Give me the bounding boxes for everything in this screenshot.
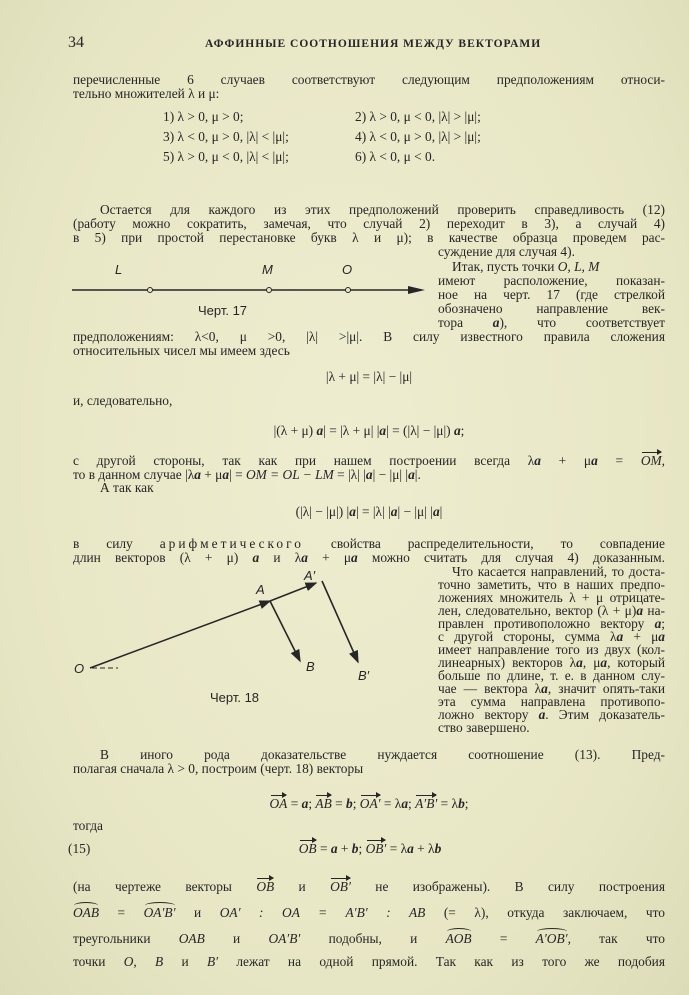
text-segment: свойства распределительности, то совпадение	[303, 536, 665, 551]
text-segment: (на чертеже векторы	[73, 879, 257, 894]
text-segment: правлен противоположно вектору	[438, 616, 655, 631]
text-segment: =	[471, 931, 536, 946]
vector-symbol: a	[654, 616, 662, 631]
paragraph-line: в 5) при простой перестановке букв λ и μ); в качестве образца проведем рас-	[73, 230, 665, 245]
text-segment: чае — вектора λ	[438, 681, 542, 696]
text-segment: = λ	[386, 841, 408, 856]
vector-notation: OB′	[365, 841, 387, 856]
vector-symbol: a	[432, 504, 440, 519]
vector-symbol: a	[636, 603, 644, 618]
figure-17-caption: Черт. 17	[198, 303, 248, 318]
text-segment: (|λ| − |μ|) |	[295, 504, 350, 519]
paragraph-line	[73, 955, 665, 969]
text-segment: и	[274, 879, 331, 894]
paragraph-line: имеет направление того из двух (кол-	[438, 642, 665, 657]
text-segment: | − |μ| |	[372, 467, 409, 482]
label-B: B	[306, 659, 315, 674]
vector-symbol: a	[316, 423, 324, 438]
math-italic: O, B	[123, 954, 164, 969]
label-O: O	[342, 262, 353, 277]
text-segment: + μ	[540, 453, 592, 468]
paragraph-line: ство завершено.	[438, 720, 530, 735]
point-O	[346, 288, 351, 293]
vector-symbol: a	[351, 550, 358, 565]
vector-notation: A′B′	[415, 796, 438, 811]
vector-symbol: a	[453, 423, 461, 438]
paragraph-line	[73, 551, 665, 565]
math-italic: OAB	[178, 931, 205, 946]
angle-notation: A′OB′	[535, 931, 568, 946]
text-segment: ложно вектору	[438, 707, 539, 722]
math-italic: OM = OL − LM	[245, 467, 334, 482]
label-M: M	[262, 262, 273, 277]
angle-notation: OA′B′	[143, 905, 176, 920]
vector-symbol: b	[346, 796, 353, 811]
paragraph-line: эта сумма направлена противопо-	[438, 694, 665, 709]
paragraph-line: перечисленные 6 случаев соответствуют следующим предположениям относи-	[73, 72, 665, 87]
vector-notation: OA′	[359, 796, 381, 811]
paragraph-line: предположениям: λ<0, μ >0, |λ| >|μ|. В силу известного правила сложения	[73, 329, 665, 344]
paragraph-line: А так как	[100, 480, 154, 495]
angle-notation: AOB	[445, 931, 472, 946]
paragraph-line: ное на черт. 17 (где стрелкой	[438, 287, 665, 302]
text-segment: треугольники	[73, 931, 179, 946]
text-segment: на-	[643, 603, 665, 618]
text-segment: , так что	[567, 931, 665, 946]
paragraph-line: тогда	[73, 818, 103, 833]
text-segment: лен, следовательно, вектор (λ + μ)	[438, 603, 637, 618]
text-segment: + μ	[200, 467, 223, 482]
vector-symbol: a	[365, 467, 373, 482]
text-segment: =	[331, 796, 346, 811]
text-segment: | − |μ| |	[397, 504, 433, 519]
vector-symbol: b	[351, 841, 359, 856]
formula: |λ + μ| = |λ| − |μ|	[325, 369, 413, 384]
text-segment: | =	[229, 467, 246, 482]
paragraph-line: полагая сначала λ > 0, построим (черт. 18) векторы	[73, 761, 364, 776]
text-segment: ;	[460, 423, 465, 438]
text-segment: , который	[607, 655, 665, 670]
vector-notation: OB′	[330, 879, 351, 894]
vector-symbol: a	[252, 550, 260, 565]
vector-symbol: a	[390, 504, 398, 519]
figure-18	[60, 570, 380, 685]
formula	[73, 797, 665, 811]
paragraph-line	[438, 316, 665, 330]
vector-symbol: a	[541, 681, 548, 696]
text-segment: то в данном случае |λ	[73, 467, 195, 482]
text-segment: ;	[408, 796, 416, 811]
vector-symbol: a	[538, 707, 546, 722]
paragraph-line: и, следовательно,	[73, 393, 173, 408]
vector-AB	[270, 601, 300, 661]
vector-symbol: a	[222, 467, 230, 482]
text-segment: подобны, и	[300, 931, 446, 946]
paragraph-line: ложениях множитель λ + μ отрицате-	[438, 590, 665, 605]
text-segment: =	[287, 796, 302, 811]
vector-A-prime-B-prime	[322, 581, 358, 662]
vector-notation: OB	[256, 879, 275, 894]
text-segment: с другой стороны, так как при нашем построении всегда λ	[73, 453, 535, 468]
text-segment: + λ	[413, 841, 435, 856]
text-segment: Итак, пусть точки	[452, 259, 558, 274]
text-segment: тора	[438, 315, 493, 330]
text-segment: = λ	[380, 796, 402, 811]
vector-AA-prime	[270, 583, 316, 601]
text-segment: , μ	[582, 655, 601, 670]
case-6: 6) λ < 0, μ < 0.	[355, 149, 436, 164]
paragraph-line	[73, 906, 665, 920]
text-segment: (= λ), откуда заключаем, что	[425, 905, 666, 920]
text-segment: и	[175, 905, 220, 920]
text-segment: и	[163, 954, 207, 969]
vector-notation: OM	[640, 453, 662, 468]
paragraph-line	[73, 454, 665, 468]
paragraph-line: (работу можно сократить, замечая, что случай 2) переходит в 3), а случай 4)	[73, 216, 665, 231]
vector-symbol: a	[330, 841, 338, 856]
text-segment: =	[316, 841, 331, 856]
text-segment: можно считать для случая 4) доказанным.	[357, 550, 665, 565]
vector-symbol: a	[301, 796, 309, 811]
vector-OA	[90, 601, 270, 668]
text-segment: + μ	[307, 550, 352, 565]
case-2: 2) λ > 0, μ < 0, |λ| > |μ|;	[355, 109, 481, 124]
vector-symbol: a	[600, 655, 608, 670]
vector-notation: OB	[298, 841, 317, 856]
vector-symbol: a	[591, 453, 598, 468]
text-segment: | = (|λ| − |μ|)	[386, 423, 454, 438]
text-segment: лежат на одной прямой. Так как из того же подобия	[218, 954, 665, 969]
paragraph-line: имеют расположение, показан-	[438, 273, 665, 288]
vector-symbol: a	[492, 315, 500, 330]
text-segment: | = |λ + μ| |	[323, 423, 380, 438]
point-L	[148, 288, 153, 293]
text-segment: ;	[661, 616, 665, 631]
arrowhead-icon	[408, 286, 425, 294]
case-5: 5) λ > 0, μ < 0, |λ| < |μ|;	[163, 149, 289, 164]
text-segment: . Этим доказатель-	[545, 707, 665, 722]
case-4: 4) λ < 0, μ > 0, |λ| > |μ|;	[355, 129, 481, 144]
vector-symbol: a	[349, 504, 356, 519]
text-segment: +	[337, 841, 352, 856]
text-segment: в силу	[73, 536, 160, 551]
spaced-text: арифметического	[159, 536, 304, 551]
text-segment: и λ	[259, 550, 302, 565]
text-segment: , значит опять-таки	[547, 681, 665, 696]
paragraph-line: Остается для каждого из этих предположений проверить справедливость (12)	[100, 202, 665, 217]
text-segment: не изображены). В силу построения	[350, 879, 665, 894]
figure-18-caption: Черт. 18	[210, 690, 260, 705]
text-segment: = λ	[437, 796, 459, 811]
paragraph-line: больше по длине, т. е. в данном слу-	[438, 668, 665, 683]
text-segment: ;	[352, 796, 360, 811]
text-segment: |	[439, 504, 443, 519]
paragraph-line: тельно множителей λ и μ:	[73, 86, 220, 101]
paragraph-line: обозначено направление век-	[438, 301, 665, 316]
text-segment: = |λ| |	[333, 467, 366, 482]
formula	[140, 842, 600, 856]
vector-symbol: b	[434, 841, 442, 856]
text-segment: длин векторов (λ + μ)	[73, 550, 253, 565]
paragraph-line: точно заметить, что в наших предпо-	[438, 577, 665, 592]
point-M	[267, 288, 272, 293]
text-segment: =	[99, 905, 144, 920]
paragraph-line	[452, 260, 599, 274]
equation-number: (15)	[68, 841, 91, 856]
figure-17	[70, 260, 428, 300]
vector-symbol: a	[379, 423, 387, 438]
math-italic: OA′B′	[268, 931, 301, 946]
math-italic: O, L, M	[557, 259, 600, 274]
text-segment: ,	[661, 453, 665, 468]
label-L: L	[115, 262, 123, 277]
vector-notation: AB	[315, 796, 332, 811]
formula	[73, 424, 665, 438]
text-segment: с другой стороны, сумма λ	[438, 629, 617, 644]
paragraph-line: В иного рода доказательстве нуждается соотношение (13). Пред-	[100, 747, 665, 762]
vector-symbol: a	[658, 629, 665, 644]
vector-symbol: a	[194, 467, 201, 482]
vector-notation: OA	[269, 796, 288, 811]
text-segment: точки	[73, 954, 124, 969]
label-A: A	[256, 582, 265, 597]
formula	[73, 505, 665, 519]
angle-notation: OAB	[73, 905, 100, 920]
label-O: O	[74, 661, 85, 676]
paragraph-line: суждение для случая 4).	[438, 244, 575, 259]
text-segment: + μ	[623, 629, 659, 644]
vector-symbol: a	[576, 655, 583, 670]
vector-symbol: a	[616, 629, 624, 644]
paragraph-line	[73, 537, 665, 551]
vector-symbol: a	[407, 841, 414, 856]
text-segment: ;	[358, 841, 366, 856]
vector-symbol: a	[408, 467, 415, 482]
case-1: 1) λ > 0, μ > 0;	[163, 109, 244, 124]
paragraph-line: Что касается направлений, то доста-	[452, 564, 665, 579]
text-segment: и	[204, 931, 269, 946]
vector-symbol: b	[458, 796, 465, 811]
paragraph-line	[73, 932, 665, 946]
case-3: 3) λ < 0, μ > 0, |λ| < |μ|;	[163, 129, 289, 144]
paragraph-line: относительных чисел мы имеем здесь	[73, 343, 290, 358]
label-B-prime: B′	[358, 668, 370, 683]
math-italic: OA′ : OA = A′B′ : AB	[219, 905, 426, 920]
text-segment: линеарных) векторов λ	[438, 655, 577, 670]
text-segment: ;	[464, 796, 469, 811]
page-number: 34	[68, 34, 84, 51]
text-segment: ;	[308, 796, 316, 811]
paragraph-line	[73, 880, 665, 894]
vector-symbol: a	[301, 550, 308, 565]
text-segment: | = |λ| |	[355, 504, 391, 519]
running-title: АФФИННЫЕ СООТНОШЕНИЯ МЕЖДУ ВЕКТОРАМИ	[205, 38, 542, 50]
vector-symbol: a	[401, 796, 409, 811]
vector-symbol: a	[534, 453, 541, 468]
text-segment: ), что соответствует	[499, 315, 666, 330]
math-italic: B′	[206, 954, 219, 969]
label-A-prime: A′	[304, 570, 316, 583]
text-segment: =	[597, 453, 641, 468]
text-segment: |(λ + μ)	[273, 423, 317, 438]
text-segment: |.	[414, 467, 421, 482]
